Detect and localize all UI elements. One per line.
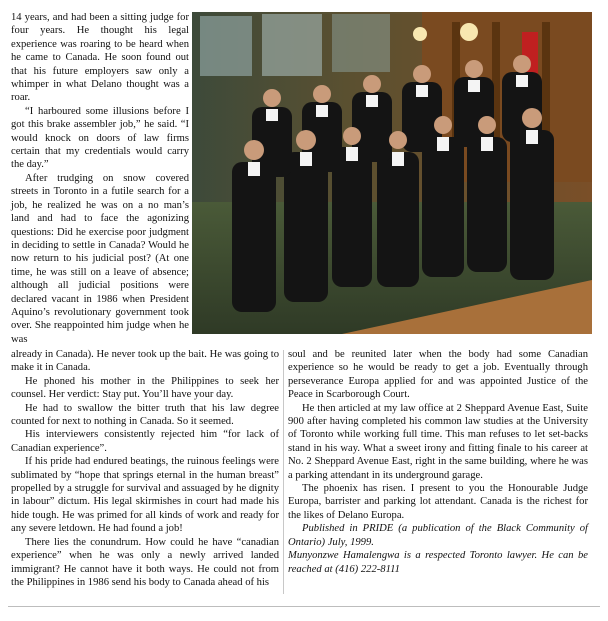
group-photo-judges [192, 12, 592, 334]
paragraph: soul and be reunited later when the body had some Canadian experience so he would be ready to get a job. Eventually through perseverance Europa applied for and was appointed Justice of the Peace in Scarborough Court. [288, 349, 588, 401]
paragraph: “I harboured some illusions before I got this brake assembler job,” he said. “I would knock on doors of law firms certain that my credentials would carry the day.” [11, 105, 189, 171]
photo-illustration [192, 12, 592, 334]
paragraph: He had to swallow the bitter truth that his law degree counted for next to nothing in Canada. So it seemed. [11, 402, 279, 428]
paragraph: If his pride had endured beatings, the ruinous feelings were sublimated by “hope that springs eternal in the human breast” propelled by a struggle for survival and assuaged by he dignity in labour” dictum. His legal skirmishes in court had made his hide tough. He was primed for all kinds of work and ready for any severe letdown. He had found a job! [11, 456, 279, 535]
publication-credit: Published in PRIDE (a publication of the Black Community of Ontario) July, 1999. [288, 523, 588, 548]
paragraph: His interviewers consistently rejected him “for lack of Canadian experience”. [11, 429, 279, 454]
paragraph: There lies the conundrum. How could he have “canadian experience” when he was only a newly arrived landed immigrant? He cannot have it both ways. He could not from the Philippines in 1986 send his body to Canada ahead of his [11, 536, 279, 588]
column-divider [283, 350, 284, 594]
paragraph: After trudging on snow covered streets in Toronto in a futile search for a job, he realized he was on a no man’s land and had to face the agonizing questions: Did he exercise poor judgment in deciding to settle in Canada? Would he now return to his judicial post? (At one time, he was still on a leave of absence; although all judicial positions were declared vacant in 1986 when President Aquino’s revolutionary government took over. She reappointed him judge when he was [11, 172, 189, 345]
article-column-middle [11, 348, 279, 589]
paragraph: The phoenix has risen. I present to you the Honourable Judge Europa, barrister and parking lot attendant. Canada is the richest for the likes of Delano Europa. [288, 483, 588, 521]
bottom-rule [8, 606, 600, 607]
paragraph: He then articled at my law office at 2 Sheppard Avenue East, Suite 900 after having completed his common law studies at the University of Toronto while working full time. This man refuses to let set-backs stand in his way. What a sweet irony and fitting finale to his career at No. 2 Sheppard Avenue East, right in the same building, where he was a parking attendant in its underground garage. [288, 402, 588, 481]
paragraph: He phoned his mother in the Philippines to seek her counsel. Her verdict: Stay put. You’ll have your day. [11, 375, 279, 401]
article-column-left [11, 11, 189, 346]
article-column-right [288, 348, 588, 576]
paragraph: already in Canada). He never took up the bait. He was going to make it in Canada. [11, 349, 279, 374]
paragraph: 14 years, and had been a sitting judge for four years. He thought his legal experience was roaring to be heard when he came to Canada. He soon found out that his future employers saw only a whimper in what Delano thought was a roar. [11, 12, 189, 104]
author-note: Munyonzwe Hamalengwa is a respected Toronto lawyer. He can be reached at (416) 222-8111 [288, 550, 588, 575]
